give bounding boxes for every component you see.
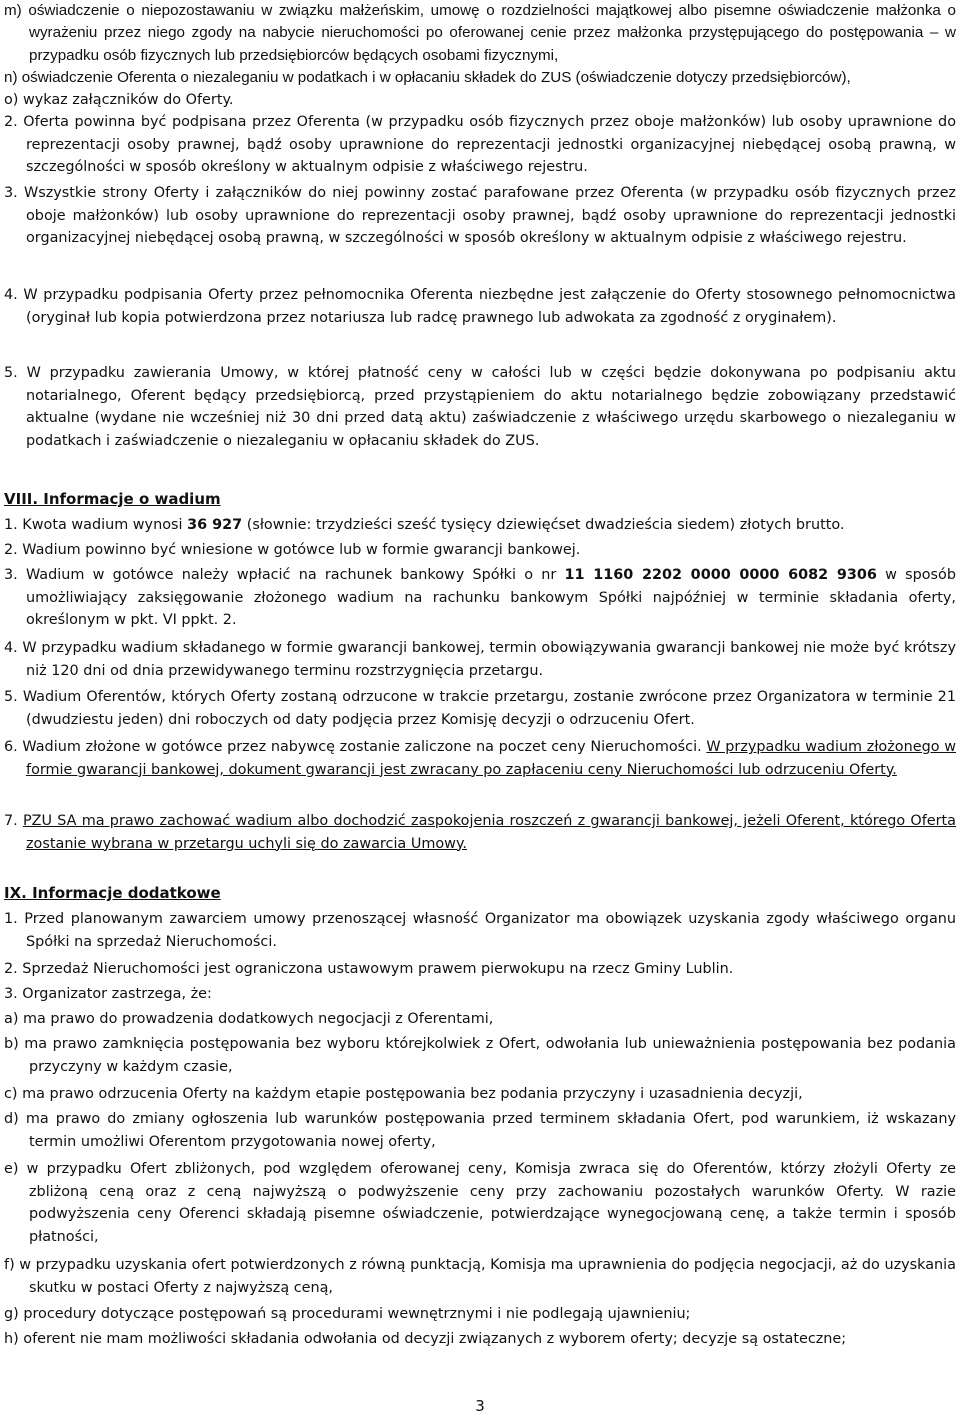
paragraph-4-power-of-attorney: 4. W przypadku podpisania Oferty przez pełnomocnika Oferenta niezbędne jest załączenie do Oferty stosownego pełnomocnictwa (oryginał lub kopia potwierdzona przez notariusza lub radcę prawnego lub adwokata za zgodność z oryginałem).: [4, 287, 956, 326]
paragraph-3-initials: 3. Wszystkie strony Oferty i załączników do niej powinny zostać parafowane przez Oferenta (w przypadku osób fizycznych przez oboje małżonków) lub osoby uprawnione do reprezentacji osoby prawnej, bądź osoby uprawnione do reprezentacji jednostki organizacyjnej niebędącej osobą prawną, w szczególności w sposób określony w aktualnym odpisie z właściwego rejestru.: [4, 185, 956, 246]
additional-item-1: 1. Przed planowanym zawarciem umowy przenoszącej własność Organizator ma obowiązek uzyskania zgody właściwego organu Spółki na sprzedaż Nieruchomości.: [4, 911, 956, 950]
section-heading-additional-info: IX. Informacje dodatkowe: [4, 884, 221, 902]
underlined-forfeit-note: PZU SA ma prawo zachować wadium albo dochodzić zaspokojenia roszczeń z gwarancji bankowej, jeżeli Oferent, którego Oferta zostanie wybrana w przetargu uchyli się do zawarcia Umowy.: [22, 813, 956, 852]
reservation-g: g) procedury dotyczące postępowań są procedurami wewnętrznymi i nie podlegają ujawnieniu;: [4, 1306, 691, 1322]
reservation-b: b) ma prawo zamknięcia postępowania bez wyboru którejkolwiek z Ofert, odwołania lub unieważnienia postępowania bez podania przyczyny w każdym czasie,: [4, 1036, 956, 1075]
paragraph-2-signature: 2. Oferta powinna być podpisana przez Oferenta (w przypadku osób fizycznych przez oboje małżonków) lub osoby uprawnione do reprezentacji osoby prawnej, bądź osoby uprawnione do reprezentacji jednostki organizacyjnej niebędącej osobą prawną, w szczególności w sposób określony w aktualnym odpisie z właściwego rejestru.: [4, 114, 956, 175]
paragraph-5-contract: 5. W przypadku zawierania Umowy, w której płatność ceny w całości lub w części będzie dokonywana po podpisaniu aktu notarialnego, Oferent będący przedsiębiorcą, przed przystąpieniem do aktu notarialnego będzie zobowiązany przedstawić aktualne (wydane nie wcześniej niż 30 dni przed datą aktu) zaświadczenie z właściwego urzędu skarbowego o niezaleganiu w podatkach i zaświadczenie o niezaleganiu w opłacaniu składek do ZUS.: [4, 365, 956, 449]
wadium-item-3: 3. Wadium w gotówce należy wpłacić na rachunek bankowy Spółki o nr 11 1160 2202 0000 0000 6082 9306 w sposób umożliwiający zaksięgowanie złożonego wadium na rachunku bankowym Spółki najpóźniej w terminie składania oferty, określonym w pkt. VI ppkt. 2.: [4, 567, 956, 628]
reservation-d: d) ma prawo do zmiany ogłoszenia lub warunków postępowania przed terminem składania Ofert, pod warunkiem, iż wskazany termin umożliwi Oferentom przygotowania nowej oferty,: [4, 1111, 956, 1150]
section-heading-wadium: VIII. Informacje o wadium: [4, 490, 221, 508]
reservation-f: f) w przypadku uzyskania ofert potwierdzonych z równą punktacją, Komisja ma uprawnienia do podjęcia negocjacji, aż do uzyskania skutku w postaci Oferty z najwyższą ceną,: [4, 1257, 956, 1296]
reservation-c: c) ma prawo odrzucenia Oferty na każdym etapie postępowania bez podania przyczyny i uzasadnienia decyzji,: [4, 1086, 803, 1102]
additional-item-2: 2. Sprzedaż Nieruchomości jest ograniczona ustawowym prawem pierwokupu na rzecz Gminy Lublin.: [4, 961, 734, 977]
wadium-item-4: 4. W przypadku wadium składanego w formie gwarancji bankowej, termin obowiązywania gwarancji bankowej nie może być krótszy niż 120 dni od dnia przewidywanego terminu rozstrzygnięcia przetargu.: [4, 640, 956, 679]
wadium-item-5: 5. Wadium Oferentów, których Oferty zostaną odrzucone w trakcie przetargu, zostanie zwrócone przez Organizatora w terminie 21 (dwudziestu jeden) dni roboczych od daty podjęcia przez Komisję decyzji o odrzuceniu Ofert.: [4, 689, 956, 728]
additional-item-3: 3. Organizator zastrzega, że:: [4, 986, 212, 1002]
reservation-a: a) ma prawo do prowadzenia dodatkowych negocjacji z Oferentami,: [4, 1011, 494, 1027]
wadium-item-7: 7. PZU SA ma prawo zachować wadium albo dochodzić zaspokojenia roszczeń z gwarancji bankowej, jeżeli Oferent, którego Oferta zostanie wybrana w przetargu uchyli się do zawarcia Umowy.: [4, 813, 956, 852]
list-item-m: m) oświadczenie o niepozostawaniu w związku małżeńskim, umowę o rozdzielności majątkowej albo pisemne oświadczenie małżonka o wyrażeniu przez niego zgody na nabycie nieruchomości po oferowanej cenie przez małżonka przystępującego do postępowania – w przypadku osób fizycznych lub przedsiębiorców będących osobami fizycznymi,: [4, 2, 956, 64]
bank-account-number: 11 1160 2202 0000 0000 6082 9306: [564, 567, 877, 583]
wadium-item-1: 1. Kwota wadium wynosi 36 927 (słownie: trzydzieści sześć tysięcy dziewięćset dwadzieścia siedem) złotych brutto.: [4, 517, 845, 533]
wadium-item-6: 6. Wadium złożone w gotówce przez nabywcę zostanie zaliczone na poczet ceny Nieruchomości. W przypadku wadium złożonego w formie gwarancji bankowej, dokument gwarancji jest zwracany po zapłaceniu ceny Nieruchomości lub odrzuceniu Oferty.: [4, 739, 956, 778]
wadium-amount: 36 927: [187, 517, 243, 533]
list-item-o: o) wykaz załączników do Oferty.: [4, 92, 234, 108]
wadium-item-2: 2. Wadium powinno być wniesione w gotówce lub w formie gwarancji bankowej.: [4, 542, 581, 558]
page-number: 3: [475, 1397, 485, 1415]
reservation-e: e) w przypadku Ofert zbliżonych, pod względem oferowanej ceny, Komisja zwraca się do Oferentów, którzy złożyli Oferty ze zbliżoną ceną oraz z ceną najwyższą o podwyższenie ceny przy zachowaniu pozostałych warunków Oferty. W razie podwyższenia ceny Oferenci składają pisemne oświadczenie, potwierdzające wynegocjowaną cenę, a także termin i sposób płatności,: [4, 1161, 956, 1245]
reservation-h: h) oferent nie mam możliwości składania odwołania od decyzji związanych z wyborem oferty; decyzje są ostateczne;: [4, 1331, 847, 1347]
list-item-n: n) oświadczenie Oferenta o niezaleganiu w podatkach i w opłacaniu składek do ZUS (oświadczenie dotyczy przedsiębiorców),: [4, 69, 851, 86]
underlined-guarantee-note: W przypadku wadium złożonego w formie gwarancji bankowej, dokument gwarancji jest zwracany po zapłaceniu ceny Nieruchomości lub odrzuceniu Oferty.: [26, 739, 956, 778]
